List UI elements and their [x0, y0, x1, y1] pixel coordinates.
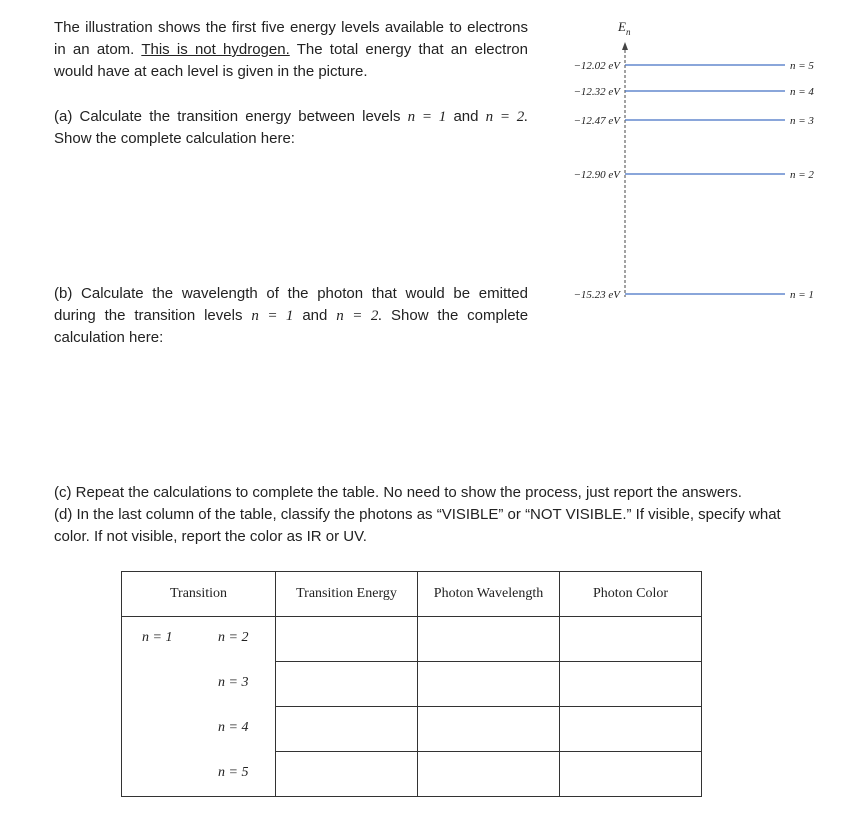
- part-a-and: and: [453, 108, 479, 125]
- energy-input-cell[interactable]: [276, 752, 418, 797]
- results-table: [121, 571, 702, 797]
- energy-input-cell[interactable]: [276, 707, 418, 752]
- energy-level-diagram: [0, 0, 850, 330]
- table-row: [122, 707, 702, 752]
- level-number-label: n = 2: [790, 169, 814, 181]
- transition-cell: [122, 617, 276, 662]
- header-transition-energy: Transition Energy: [276, 572, 418, 617]
- wavelength-input-cell[interactable]: [418, 662, 560, 707]
- level-number-label: n = 5: [790, 60, 814, 72]
- wavelength-input-cell[interactable]: [418, 617, 560, 662]
- intro-underlined: This is not hydrogen.: [141, 41, 290, 58]
- intro-text-1: The illustration shows the first five energy levels available to electrons in an atom.: [54, 19, 528, 58]
- color-input-cell[interactable]: [560, 662, 702, 707]
- table-row: [122, 662, 702, 707]
- part-b-and: and: [302, 307, 328, 324]
- transition-to: n = 3: [218, 674, 249, 690]
- table-row: [122, 617, 702, 662]
- part-c: (c) Repeat the calculations to complete the table. No need to show the process, just report the answers.: [54, 484, 742, 501]
- transition-cell: [122, 752, 276, 797]
- energy-value-label: −15.23 eV: [573, 289, 620, 301]
- transition-from: n = 1: [142, 630, 173, 645]
- transition-cell: [122, 707, 276, 752]
- color-input-cell[interactable]: [560, 707, 702, 752]
- part-b-prefix: (b) Calculate the wavelength of the photon that would be emitted during the transition levels: [54, 285, 528, 324]
- energy-level: [573, 86, 814, 98]
- part-a-suffix: Show the complete calculation here:: [54, 130, 295, 147]
- energy-value-label: −12.02 eV: [573, 60, 620, 72]
- intro-text-2: The total energy that an electron would have at each level is given in the picture.: [54, 41, 528, 80]
- level-number-label: n = 1: [790, 289, 814, 301]
- transition-cell: [122, 662, 276, 707]
- energy-value-label: −12.90 eV: [573, 169, 620, 181]
- axis-label: $E_n$: [618, 19, 631, 37]
- table-row: [122, 752, 702, 797]
- color-input-cell[interactable]: [560, 617, 702, 662]
- color-input-cell[interactable]: [560, 752, 702, 797]
- energy-input-cell[interactable]: [276, 662, 418, 707]
- transition-to: n = 4: [218, 719, 249, 735]
- part-a-n1: n = 1: [407, 109, 447, 125]
- part-d: (d) In the last column of the table, classify the photons as “VISIBLE” or “NOT VISIBLE.” If visible, specify what color. If not visible, report the color as IR or UV.: [54, 506, 781, 545]
- wavelength-input-cell[interactable]: [418, 707, 560, 752]
- header-photon-wavelength: Photon Wavelength: [418, 572, 560, 617]
- energy-level: [573, 289, 813, 301]
- wavelength-input-cell[interactable]: [418, 752, 560, 797]
- part-b-n2: n = 2.: [336, 308, 383, 324]
- energy-value-label: −12.47 eV: [573, 115, 620, 127]
- level-number-label: n = 3: [790, 115, 814, 127]
- energy-level: [573, 115, 814, 127]
- table-header-row: [122, 572, 702, 617]
- axis-label-subscript: n: [625, 27, 631, 37]
- energy-axis: [622, 42, 628, 297]
- header-transition: Transition: [122, 572, 276, 617]
- energy-input-cell[interactable]: [276, 617, 418, 662]
- energy-value-label: −12.32 eV: [573, 86, 620, 98]
- energy-levels: [573, 60, 814, 301]
- energy-level: [573, 169, 814, 181]
- part-a-prefix: (a) Calculate the transition energy between levels: [54, 108, 401, 125]
- energy-level: [573, 60, 814, 72]
- level-number-label: n = 4: [790, 86, 814, 98]
- transition-to: n = 5: [218, 764, 249, 780]
- transition-to: n = 2: [218, 630, 249, 645]
- header-photon-color: Photon Color: [560, 572, 702, 617]
- part-b-suffix: Show the complete calculation here:: [54, 307, 529, 346]
- part-b-n1: n = 1: [251, 308, 294, 324]
- part-a-n2: n = 2.: [485, 109, 529, 125]
